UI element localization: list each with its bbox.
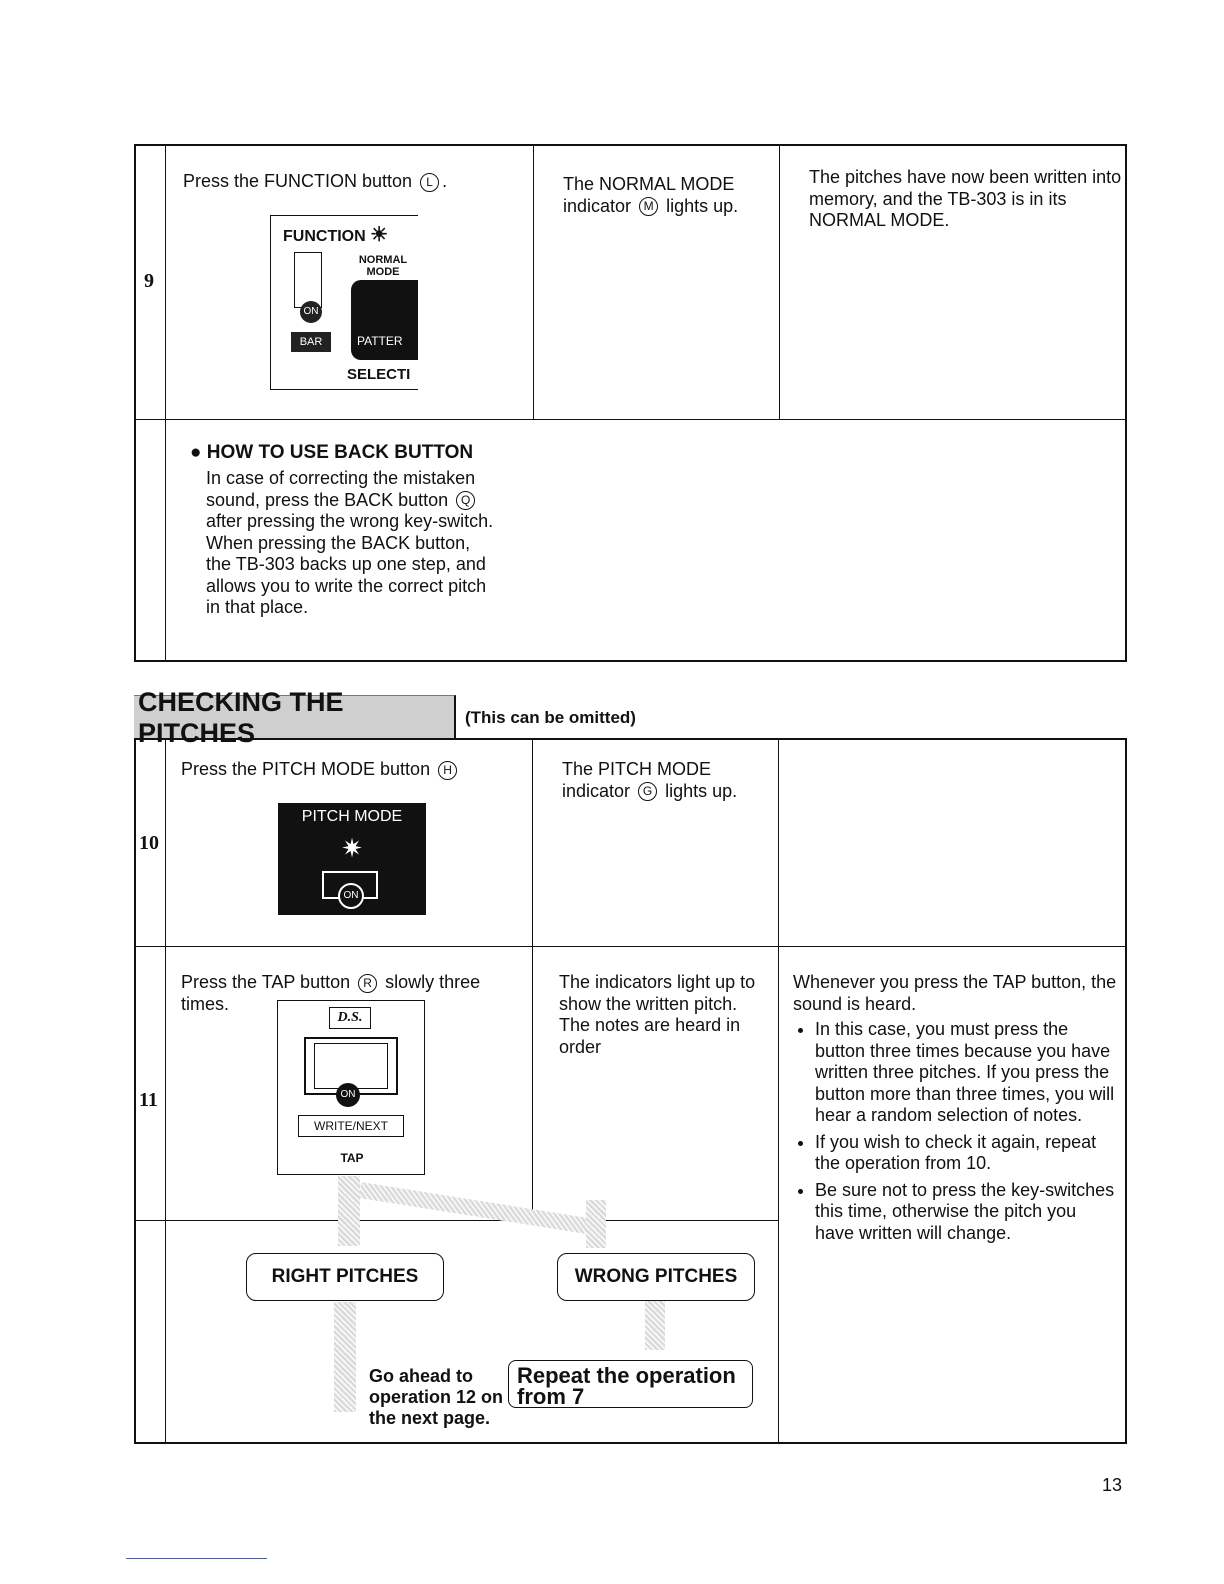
divider bbox=[165, 144, 166, 662]
on-led: ON bbox=[300, 301, 322, 323]
right-action-text: Go ahead to operation 12 on the next page. bbox=[369, 1366, 504, 1428]
step-number: 11 bbox=[139, 1089, 158, 1111]
section-subtitle: (This can be omitted) bbox=[465, 708, 636, 727]
ds-label: D.S. bbox=[329, 1007, 371, 1029]
pattern-button: PATTER bbox=[351, 280, 418, 360]
sun-icon: ✷ bbox=[341, 833, 363, 863]
on-led: ON bbox=[336, 1083, 360, 1107]
page-number: 13 bbox=[1102, 1475, 1123, 1495]
divider bbox=[532, 738, 533, 1220]
wrong-action-text: Repeat the operation from 7 bbox=[508, 1360, 753, 1408]
step-number: 9 bbox=[144, 270, 154, 292]
note-bullets bbox=[793, 1019, 1118, 1244]
write-next-label: WRITE/NEXT bbox=[298, 1115, 404, 1137]
divider bbox=[134, 946, 1127, 947]
list-item: • If you wish to check it again, repeat the operation from 10. bbox=[815, 1132, 1118, 1175]
function-key bbox=[294, 252, 322, 308]
function-label: FUNCTION ☀ bbox=[283, 224, 389, 246]
section-title: CHECKING THE PITCHES bbox=[134, 695, 456, 740]
button-ref: R bbox=[358, 974, 377, 993]
indicator-ref: G bbox=[638, 782, 657, 801]
divider bbox=[778, 738, 779, 1444]
pitch-mode-label: PITCH MODE bbox=[301, 808, 403, 825]
arrow-icon bbox=[338, 1176, 360, 1246]
back-button-heading: ● HOW TO USE BACK BUTTON bbox=[190, 442, 474, 463]
tap-label: TAP bbox=[340, 1151, 364, 1165]
step9-result: The NORMAL MODE indicator M lights up. bbox=[563, 174, 739, 216]
step10-result: The PITCH MODE indicator G lights up. bbox=[562, 759, 738, 801]
indicator-ref: M bbox=[639, 197, 658, 216]
divider bbox=[165, 738, 166, 1444]
sun-icon: ☀ bbox=[370, 224, 389, 246]
normal-mode-label: NORMAL MODE bbox=[358, 254, 408, 278]
step-number: 10 bbox=[139, 832, 159, 854]
list-item: • Be sure not to press the key-switches this time, otherwise the pitch you have written will change. bbox=[815, 1180, 1118, 1245]
step11-instruction: Press the TAP button R slowly three times. bbox=[181, 972, 481, 1014]
right-pitches-label: RIGHT PITCHES bbox=[246, 1253, 444, 1301]
note-intro: Whenever you press the TAP button, the sound is heard. bbox=[793, 972, 1117, 1014]
bar-button: BAR bbox=[291, 332, 331, 352]
step10-instruction: Press the PITCH MODE button H bbox=[181, 759, 521, 781]
divider bbox=[533, 144, 534, 420]
divider bbox=[134, 419, 1127, 420]
instruction-text: Press the FUNCTION button bbox=[183, 171, 413, 191]
step9-instruction: Press the FUNCTION button L . bbox=[183, 171, 448, 191]
button-ref: Q bbox=[456, 491, 475, 510]
select-label: SELECTI bbox=[347, 366, 411, 383]
tap-panel-illustration bbox=[277, 1000, 425, 1175]
button-ref: H bbox=[438, 761, 457, 780]
bullet-icon: ● bbox=[190, 442, 202, 463]
button-ref: L bbox=[420, 173, 439, 192]
step11-note bbox=[793, 972, 1118, 1249]
list-item: • In this case, you must press the button three times because you have written three pitches. If you press the button more than three times, you will hear a random selection of notes. bbox=[815, 1019, 1118, 1127]
divider bbox=[779, 144, 780, 420]
arrow-icon bbox=[586, 1200, 606, 1248]
step9-note: The pitches have now been written into memory, and the TB-303 is in its NORMAL MODE. bbox=[809, 167, 1122, 230]
arrow-icon bbox=[334, 1302, 356, 1412]
arrow-icon bbox=[645, 1300, 665, 1350]
footer-rule bbox=[126, 1558, 267, 1559]
wrong-pitches-label: WRONG PITCHES bbox=[557, 1253, 755, 1301]
divider bbox=[134, 1220, 778, 1221]
step11-result: The indicators light up to show the written pitch. The notes are heard in order bbox=[559, 972, 756, 1057]
on-led: ON bbox=[338, 883, 364, 909]
function-panel-illustration bbox=[270, 215, 418, 390]
back-button-text: In case of correcting the mistaken sound, press the BACK button Q after pressing the wrong key-switch. When pressing the BACK button, the TB-303 backs up one step, and allows you to write the correct pitch in that place. bbox=[206, 468, 494, 617]
pitch-mode-panel-illustration bbox=[278, 803, 426, 915]
